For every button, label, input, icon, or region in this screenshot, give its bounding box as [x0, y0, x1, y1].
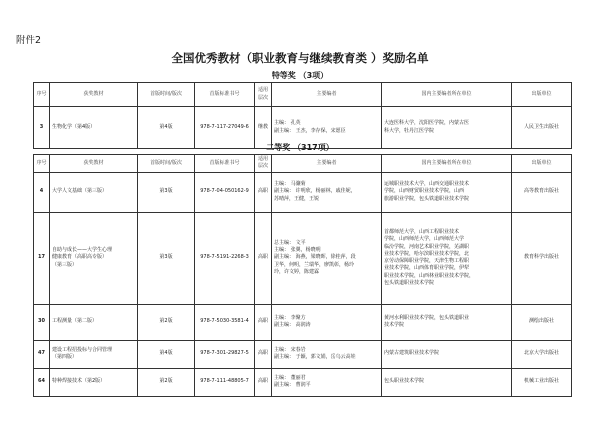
unit-line: 临汾学院，河南艺术职业学院，芜湖职: [384, 243, 470, 250]
author-line: 主编： 孔英: [274, 120, 301, 127]
header-publisher: 出版单位: [512, 83, 572, 107]
row-number: 64: [34, 368, 50, 396]
textbook-name-line: 生物化学（第4版）: [52, 123, 96, 130]
header-level: 适用层次: [255, 155, 272, 173]
textbook-name-line: 建设工程招投标与合同管理: [52, 346, 113, 353]
level: 继教: [255, 107, 272, 149]
author-units: [382, 368, 512, 396]
publisher: 高等教育出版社: [512, 172, 572, 212]
table-row: [34, 340, 572, 368]
isbn: 978-7-117-27049-6: [195, 107, 255, 149]
textbook-name-line: 工程测量（第二版）: [52, 318, 98, 325]
special-award-heading: 特等奖 （3项）: [271, 71, 329, 80]
second-award-table: [33, 154, 572, 397]
publisher: 北京大学出版社: [512, 340, 572, 368]
textbook-name-line: 大学人文基础（第三版）: [52, 188, 108, 195]
level: 高职: [255, 340, 272, 368]
textbook-name-line: （第三版）: [52, 261, 78, 268]
unit-line: 旅游职业学院，包头铁道职业技术学院: [384, 195, 470, 202]
special-header-row: [34, 83, 572, 107]
textbook-name: [50, 304, 138, 340]
authors: [272, 368, 382, 396]
header-edition: 首版时间/版次: [138, 83, 195, 107]
header-units: 国内主要编者所在单位: [382, 155, 512, 173]
special-award-table: [33, 82, 572, 149]
document-title: 全国优秀教材（职业教育与继续教育类 ）奖励名单: [171, 51, 429, 65]
edition: 第3版: [138, 172, 195, 212]
unit-line: 包头铁道职业技术学院: [384, 279, 435, 286]
author-line: 主编： 宋春岩: [274, 346, 306, 353]
unit-line: 内蒙古建筑职业技术学院: [384, 350, 440, 357]
textbook-name: [50, 212, 138, 304]
edition: 第4版: [138, 340, 195, 368]
table-row: [34, 304, 572, 340]
unit-line: 学院，山西师范大学，山西师范大学: [384, 236, 465, 243]
edition: 第3版: [138, 212, 195, 304]
author-line: 主编： 张翼，杨晓明: [274, 247, 321, 254]
author-line: 副主编： 于颖，郭文娟，岳乌云高娃: [274, 354, 356, 360]
header-units: 国内主要编者所在单位: [382, 83, 512, 107]
row-number: 17: [34, 212, 50, 304]
author-line: 主编： 李聚方: [274, 314, 306, 321]
author-line: 主编： 董丽君: [274, 374, 306, 381]
isbn: 978-7-5030-3581-4: [195, 304, 255, 340]
textbook-name-line: （第四版）: [52, 354, 78, 360]
textbook-name: [50, 368, 138, 396]
author-units: [382, 304, 512, 340]
table-row: [34, 172, 572, 212]
publisher: 测绘出版社: [512, 304, 572, 340]
table-row: [34, 368, 572, 396]
header-publisher: 出版单位: [512, 155, 572, 173]
header-textbook: 获奖教材: [50, 155, 138, 173]
level: 高职: [255, 368, 272, 396]
second-header-row: [34, 155, 572, 173]
header-no: 序号: [34, 155, 50, 173]
authors: [272, 172, 382, 212]
unit-line: 首都师范大学，山西工程职业技术: [384, 229, 460, 235]
author-line: 副主编： 海燕，梁晓晖，徐桂萍，段: [274, 254, 356, 261]
authors: [272, 212, 382, 304]
author-line: 总主编： 文平: [274, 239, 306, 246]
author-line: 卫华，何明，兰瑞华，廖凯彰，杨玲: [274, 261, 355, 268]
unit-line: 业技术学院，山西体育职业学院，伊犁: [384, 265, 470, 272]
author-line: 玲，许文婷，陈建霖: [274, 268, 320, 275]
edition: 第2版: [138, 304, 195, 340]
header-authors: 主要编者: [272, 83, 382, 107]
publisher: 教育科学出版社: [512, 212, 572, 304]
header-edition: 首版时间/版次: [138, 155, 195, 173]
unit-line: 学院，山西财贸职业技术学院，山西: [384, 188, 465, 195]
unit-line: 大连医科大学，沈阳医学院，内蒙古医: [384, 120, 470, 127]
header-no: 序号: [34, 83, 50, 107]
authors: [272, 340, 382, 368]
row-number: 4: [34, 172, 50, 212]
textbook-name-line: 健康教育（高职高专版）: [52, 254, 108, 261]
header-isbn: 首版标准书号: [195, 83, 255, 107]
header-level: 适用层次: [255, 83, 272, 107]
row-number: 3: [34, 107, 50, 149]
level: 高职: [255, 304, 272, 340]
isbn: 978-7-301-29827-5: [195, 340, 255, 368]
publisher: 人民卫生出版社: [512, 107, 572, 149]
textbook-name: [50, 172, 138, 212]
isbn: 978-7-111-48805-7: [195, 368, 255, 396]
row-number: 47: [34, 340, 50, 368]
author-units: [382, 212, 512, 304]
header-textbook: 获奖教材: [50, 83, 138, 107]
textbook-name: [50, 340, 138, 368]
unit-line: 黄河水利职业技术学院，包头铁道职业: [384, 314, 470, 321]
author-line: 副主编： 高润涛: [274, 322, 311, 328]
publisher: 机械工业出版社: [512, 368, 572, 396]
level: 高职: [255, 212, 272, 304]
isbn: 978-7-04-050162-9: [195, 172, 255, 212]
author-line: 苏晴萍，王健，王锐: [274, 195, 320, 202]
unit-line: 技术学院: [384, 322, 405, 328]
edition: 第2版: [138, 368, 195, 396]
unit-line: 运城职业技术大学，山西交通职业技术: [384, 181, 470, 188]
level: 高职: [255, 172, 272, 212]
second-award-heading: 二等奖 （317项）: [266, 143, 334, 152]
isbn: 978-7-5191-2268-3: [195, 212, 255, 304]
unit-line: 京劳动保障职业学院，天津生物工程职: [384, 258, 470, 264]
unit-line: 业技术学院，哈尔滨职业技术学院，北: [384, 250, 470, 257]
unit-line: 科大学，牡丹江医学院: [384, 127, 435, 134]
table-row: [34, 212, 572, 304]
author-line: 主编： 马骧菊: [274, 181, 306, 188]
unit-line: 职业技术学院，山西林业职业技术学院，: [384, 272, 475, 279]
textbook-name-line: 特种焊接技术（第2版）: [52, 378, 106, 385]
author-line: 副主编： 许明欣，杨丽林，戚佳妮，: [274, 188, 356, 195]
author-line: 副主编： 曹润平: [274, 382, 311, 388]
row-number: 30: [34, 304, 50, 340]
authors: [272, 304, 382, 340]
author-units: [382, 172, 512, 212]
header-authors: 主要编者: [272, 155, 382, 173]
header-isbn: 首版标准书号: [195, 155, 255, 173]
author-units: [382, 340, 512, 368]
edition: 第4版: [138, 107, 195, 149]
attachment-label: 附件2: [16, 35, 42, 46]
unit-line: 包头职业技术学院: [384, 378, 425, 385]
author-line: 副主编： 王杰，李存保，宋愿臣: [274, 127, 346, 134]
textbook-name-line: 自助与成长——大学生心理: [52, 247, 113, 254]
